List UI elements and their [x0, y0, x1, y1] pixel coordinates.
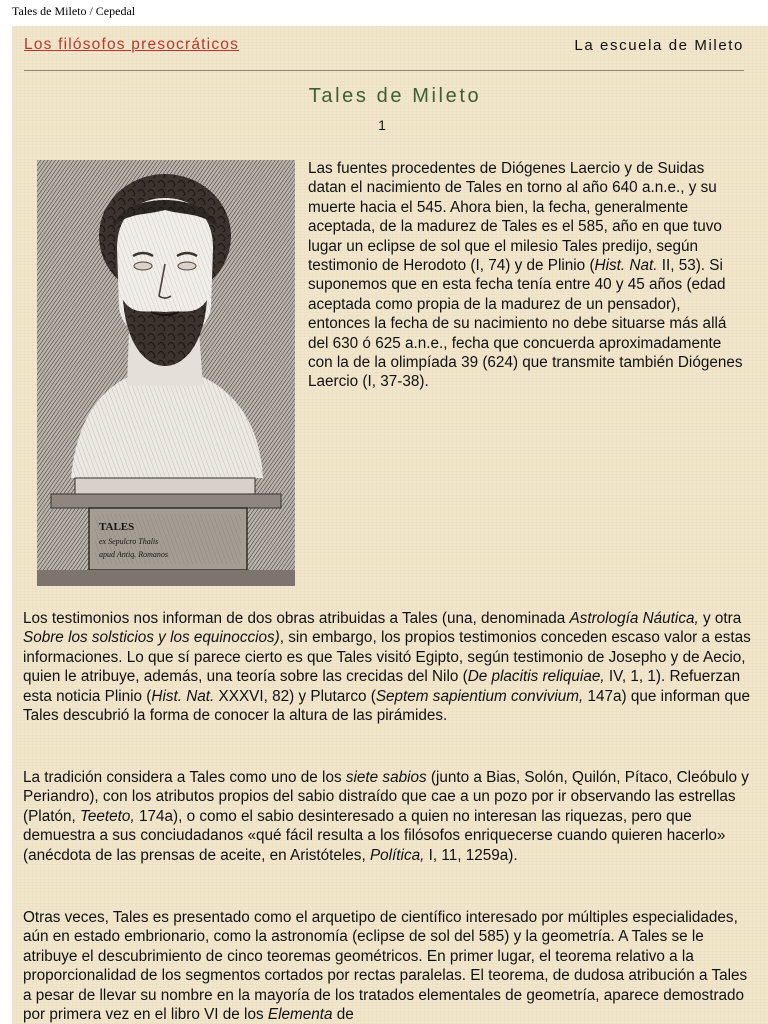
text-run: XXXVI, 82) y Plutarco (	[214, 687, 376, 705]
section-label: La escuela de Mileto	[574, 37, 744, 54]
page-content	[12, 26, 768, 1024]
text-run: Los testimonios nos informan de dos obras atribuidas a Tales (una, denominada	[23, 610, 570, 627]
header-divider	[24, 70, 744, 71]
text-run: (junto a Bias, Solón, Quilón, Pítaco, Cleóbulo y Periandro), con los atributos propios del sabio distraído que cae a un pozo por ir observando las estrellas (Platón,	[23, 769, 749, 825]
italic-citation: Teeteto,	[79, 807, 135, 825]
text-run: II, 53). Si suponemos que en esta fecha tenía entre 40 y 45 años (edad aceptada como propia de la madurez de un pensador), entonces la fecha de su nacimiento no debe situarse más allá del 630 ó 625 a.n.e., fecha que concuerda aproximadamente con la de la olimpíada 39 (624) que transmite también Diógenes Laercio (I, 37-38).	[308, 257, 743, 391]
italic-citation: siete sabios	[345, 769, 427, 786]
text-run: , sin embargo, los propios testimonios conceden escaso valor a estas informaciones. Lo que sí parece cierto es que Tales visitó Egipto, según testimonio de Josepho y de Aecio, quien le atribuye, además, una teoría sobre las crecidas del Nilo (	[23, 629, 751, 686]
italic-citation: Política,	[369, 846, 425, 864]
browser-tab-title: Tales de Mileto / Cepedal	[0, 0, 768, 26]
page-title: Tales de Mileto	[308, 85, 482, 107]
body-paragraph-seven-sages	[23, 768, 757, 865]
body-paragraph-geometry	[23, 908, 757, 1024]
text-run: Las fuentes procedentes de Diógenes Laercio y de Suidas datan el nacimiento de Tales en torno al año 640 a.n.e., y su muerte hacia el 545. Ahora bien, la fecha, generalmente aceptada, de la madurez de Tales es el 585, año en que tuvo lugar un eclipse de sol que el milesio Tales predijo, según testimonio de Herodoto (I, 74) y de Plinio (	[308, 160, 722, 275]
presocratics-nav-link[interactable]: Los filósofos presocráticos	[24, 36, 240, 53]
italic-citation: Hist. Nat.	[594, 257, 658, 275]
text-run: Otras veces, Tales es presentado como el arquetipo de científico interesado por múltiples especialidades, aún en estado embrionario, como la astronomía (eclipse de sol del 585) y la geometría. A Tales se le atribuye el descubrimiento de cinco teoremas geométricos. En primer lugar, el teorema relativo a la proporcionalidad de los segmentos cortados por rectas paralelas. El teorema, de dudosa atribución a Tales a pesar de llevar su nombre en la mayoría de los tratados elementales de geometría, aparece demostrado por primera vez en el libro VI de los	[23, 909, 748, 1024]
italic-citation: Sobre los solsticios y los equinoccios)	[23, 629, 280, 647]
body-paragraph-works	[23, 609, 757, 725]
plaque-text-line3: apud Antiq. Romanos	[99, 550, 168, 559]
plaque-text-line1: TALES	[99, 521, 135, 533]
italic-citation: Elementa	[267, 1006, 333, 1024]
italic-citation: De placitis reliquiae,	[467, 668, 605, 686]
italic-citation: Hist. Nat.	[151, 687, 215, 705]
text-run: 147a) que informan que Tales descubrió la forma de conocer la altura de las pirámides.	[23, 687, 750, 725]
thales-bust-image	[37, 160, 295, 586]
text-run: I, 11, 1259a).	[424, 846, 518, 864]
text-run: 174a), o como el sabio desinteresado a quien no interesan las riquezas, pero que demuestra a sus conciudadanos «qué fácil resulta a los filósofos enriquecerse cuando quieren hacerlo» (anécdota de las prensas de aceite, en Aristóteles,	[23, 807, 726, 864]
text-run: La tradición considera a Tales como uno de los	[23, 769, 346, 786]
page-number: 1	[378, 117, 386, 133]
italic-citation: Septem sapientium convivium,	[375, 687, 584, 705]
text-run: IV, 1, 1). Refuerzan esta noticia Plinio (	[23, 668, 741, 705]
text-run: de	[332, 1006, 354, 1024]
text-run: y otra	[698, 610, 742, 627]
plaque-text-line2: ex Sepulcro Thalis	[99, 537, 159, 546]
intro-paragraph	[308, 159, 746, 392]
italic-citation: Astrología Náutica,	[569, 610, 699, 627]
